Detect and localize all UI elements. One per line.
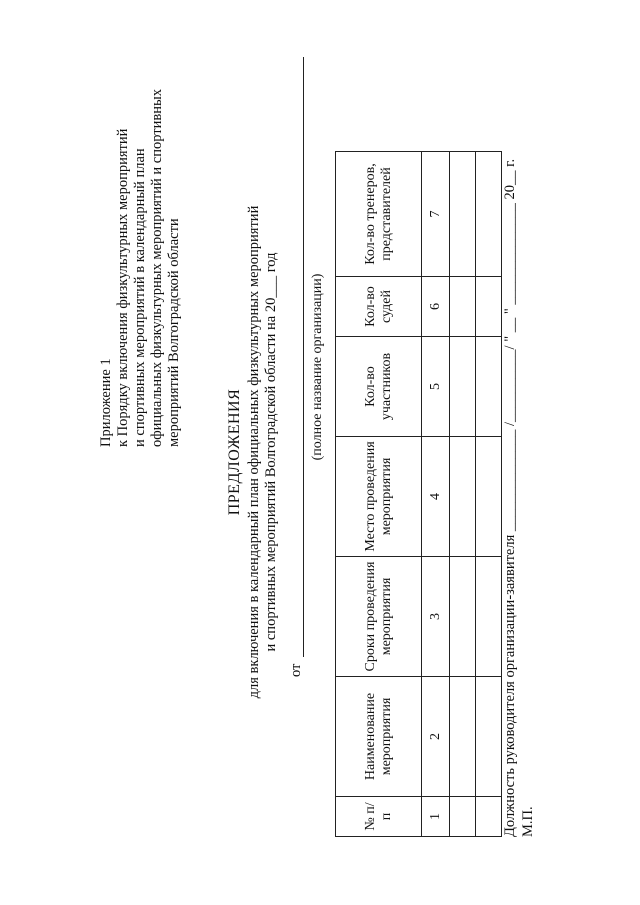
empty-cell	[476, 677, 502, 797]
header-cell-number: № п/п	[336, 797, 422, 837]
table-empty-row	[450, 152, 476, 837]
from-label: от	[288, 663, 304, 677]
column-number-cell: 6	[422, 277, 450, 337]
appendix-line: к Порядку включения физкультурных мероприятий	[115, 128, 131, 447]
empty-cell	[450, 437, 476, 557]
appendix-line: официальных физкультурных мероприятий и спортивных	[149, 89, 165, 447]
document-page	[50, 27, 590, 877]
header-cell-venue: Место проведения мероприятия	[336, 437, 422, 557]
table-header-row	[336, 152, 422, 837]
empty-cell	[476, 277, 502, 337]
empty-cell	[476, 557, 502, 677]
document-title: ПРЕДЛОЖЕНИЯ	[226, 388, 243, 516]
header-cell-event-name: Наименование мероприятия	[336, 677, 422, 797]
signature-line: Должность руководителя организации-заявителя ______________ /__________/ " __ " ______________ 20__ г.	[502, 158, 518, 837]
organization-field	[288, 57, 306, 677]
proposals-table	[335, 151, 502, 837]
column-number-cell: 5	[422, 337, 450, 437]
column-number-cell: 1	[422, 797, 450, 837]
header-cell-dates: Сроки проведения мероприятия	[336, 557, 422, 677]
empty-cell	[476, 437, 502, 557]
empty-cell	[476, 152, 502, 277]
table-number-row	[422, 152, 450, 837]
organization-blank-line	[303, 57, 304, 657]
header-cell-participants: Кол-во участников	[336, 337, 422, 437]
empty-cell	[450, 797, 476, 837]
organization-hint: (полное название организации)	[310, 273, 325, 461]
empty-cell	[450, 277, 476, 337]
header-cell-coaches: Кол-во тренеров, представителей	[336, 152, 422, 277]
appendix-line: Приложение 1	[98, 358, 114, 447]
table-empty-row	[476, 152, 502, 837]
empty-cell	[450, 152, 476, 277]
column-number-cell: 2	[422, 677, 450, 797]
column-number-cell: 3	[422, 557, 450, 677]
appendix-note	[98, 27, 183, 447]
column-number-cell: 4	[422, 437, 450, 557]
empty-cell	[450, 557, 476, 677]
subtitle-line-1: для включения в календарный план официальных физкультурных мероприятий	[246, 205, 262, 699]
empty-cell	[450, 677, 476, 797]
appendix-line: мероприятий Волгоградской области	[166, 218, 182, 447]
subtitle-line-2: и спортивных мероприятий Волгоградской области на 20___ год	[263, 252, 279, 652]
empty-cell	[476, 337, 502, 437]
empty-cell	[450, 337, 476, 437]
column-number-cell: 7	[422, 152, 450, 277]
stamp-placeholder: М.П.	[520, 806, 536, 837]
empty-cell	[476, 797, 502, 837]
document-subtitle	[246, 27, 280, 877]
header-cell-judges: Кол-во судей	[336, 277, 422, 337]
appendix-line: и спортивных мероприятий в календарный план	[132, 148, 148, 447]
